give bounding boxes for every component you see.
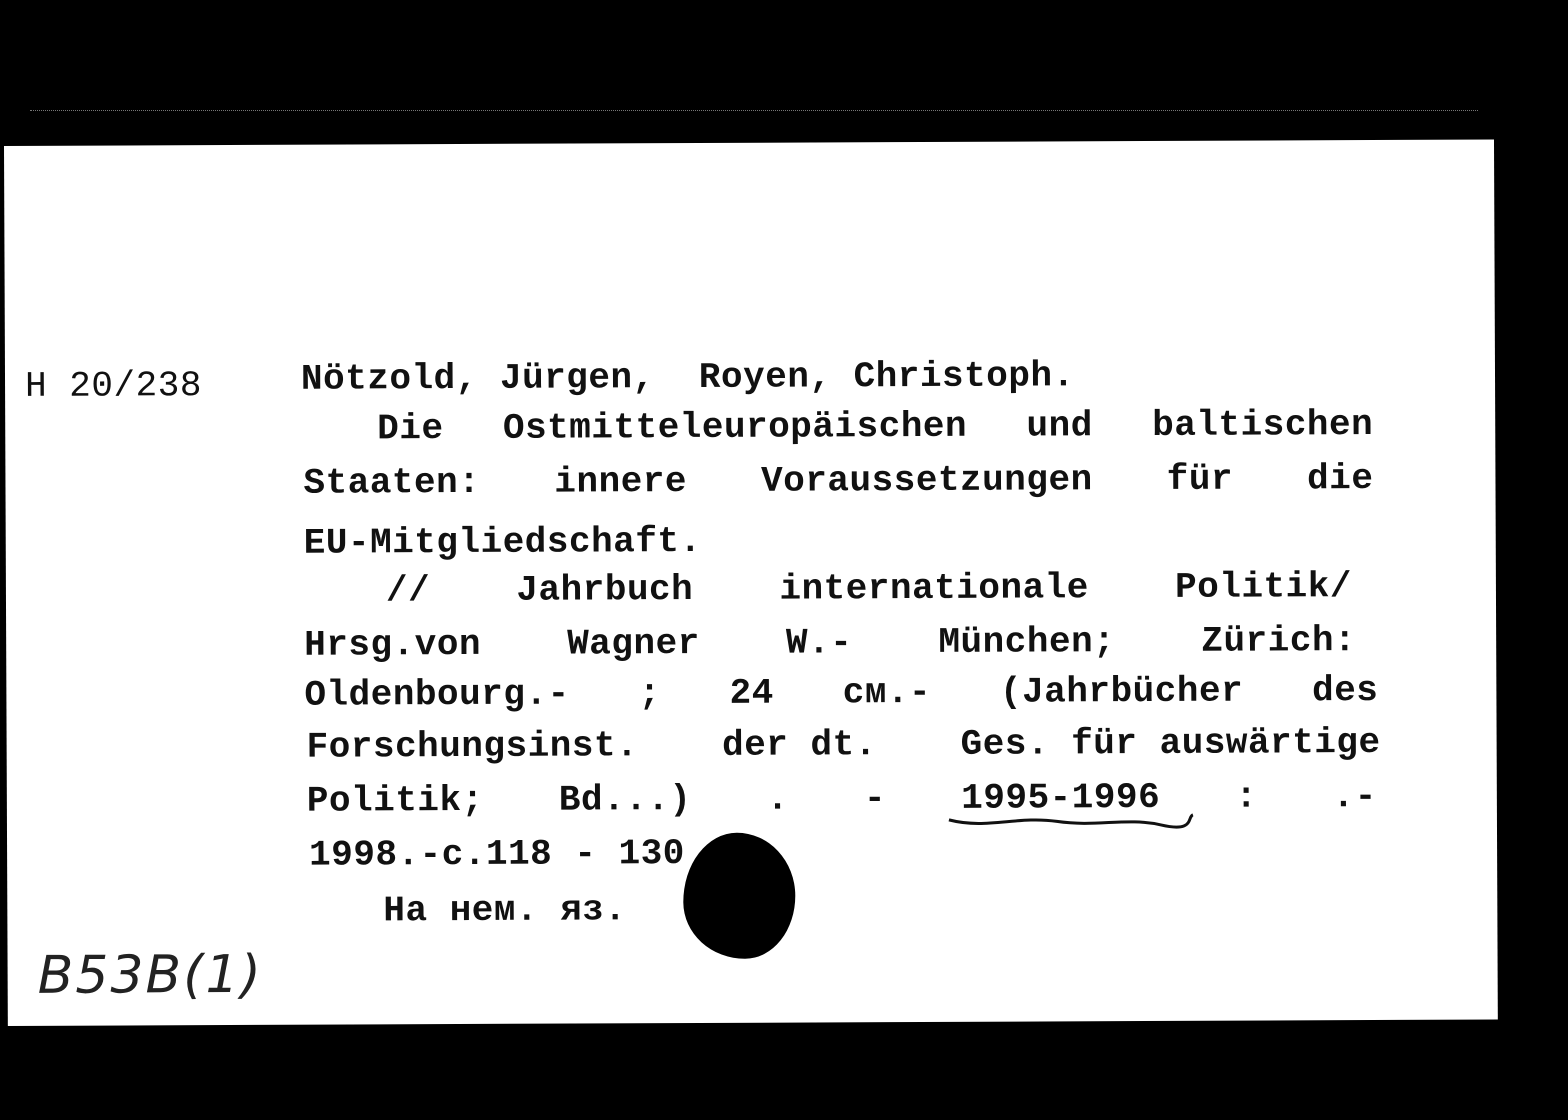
catalog-card <box>4 139 1498 1025</box>
authors-line: Nötzold, Jürgen, Royen, Christoph. <box>300 355 1075 400</box>
source-line-5: Politik; Bd...) . - 1995-1996 : .- <box>307 776 1377 822</box>
language-note: На нем. яз. <box>383 889 627 932</box>
source-line-6: 1998.-c.118 - 130 <box>309 833 685 876</box>
title-line-3: EU-Mitgliedschaft. <box>303 520 702 564</box>
source-line-2: Hrsg.von Wagner W.- München; Zürich: <box>304 620 1357 666</box>
handwritten-code: B53B(1) <box>37 944 263 1006</box>
source-line-3: Oldenbourg.- ; 24 см.- (Jahrbücher des <box>304 670 1379 716</box>
source-line-1: // Jahrbuch internationale Politik/ <box>385 566 1353 612</box>
title-line-1: Die Ostmitteleuropäischen und baltischen <box>377 404 1374 450</box>
wavy-underline <box>947 811 1197 832</box>
volume-years-underlined: 1995-1996 <box>961 777 1160 819</box>
source-line-4: Forschungsinst. der dt. Ges. für auswärtige <box>306 721 1381 768</box>
ink-blot <box>683 833 796 959</box>
top-divider <box>30 110 1478 111</box>
title-line-2: Staaten: innere Voraussetzungen für die <box>303 458 1374 504</box>
shelfmark: H 20/238 <box>24 365 202 407</box>
